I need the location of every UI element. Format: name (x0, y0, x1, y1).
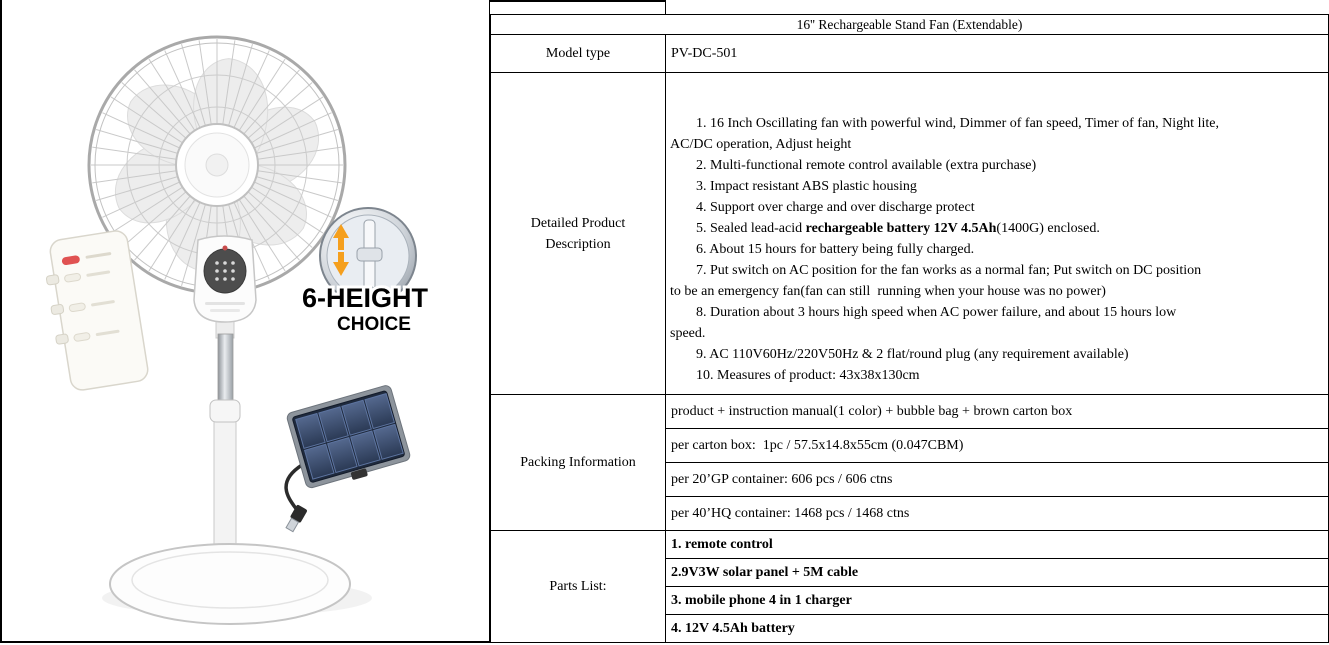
description-line: 2. Multi-functional remote control available (extra purchase) (696, 158, 1037, 173)
parts-row-value: 4. 12V 4.5Ah battery (671, 620, 795, 636)
parts-values (666, 531, 1328, 642)
packing-row-value: per carton box: 1pc / 57.5x14.8x55cm (0.047CBM) (666, 429, 1328, 463)
badge-text-line1: 6-HEIGHT (301, 283, 429, 313)
model-type-label: Model type (491, 35, 666, 72)
packing-label: Packing Information (491, 395, 666, 530)
description-line: AC/DC operation, Adjust height (670, 137, 852, 152)
description-line: speed. (670, 326, 706, 341)
packing-row-value: per 20’GP container: 606 pcs / 606 ctns (666, 463, 1328, 497)
description-label: Detailed Product Description (491, 73, 666, 394)
parts-row-value: 2.9V3W solar panel + 5M cable (666, 559, 1328, 587)
spec-table (490, 14, 1329, 643)
control-buttons-icon (215, 261, 235, 281)
solar-cable (286, 465, 302, 510)
product-image-cell (0, 0, 490, 643)
description-line: 1. 16 Inch Oscillating fan with powerful wind, Dimmer of fan speed, Timer of fan, Night lite, (696, 116, 1219, 131)
parts-label: Parts List: (491, 531, 666, 642)
fan-control-body (194, 236, 256, 322)
parts-row-value: 1. remote control (666, 531, 1328, 559)
indicator-light-icon (223, 246, 228, 251)
product-title: 16'' Rechargeable Stand Fan (Extendable) (796, 16, 1023, 32)
description-line: 8. Duration about 3 hours high speed when AC power failure, and about 15 hours low (696, 305, 1177, 320)
description-line: 10. Measures of product: 43x38x130cm (696, 368, 920, 383)
description-line: 7. Put switch on AC position for the fan works as a normal fan; Put switch on DC position (696, 263, 1202, 278)
model-type-row (491, 35, 1328, 73)
description-line: 5. Sealed lead-acid rechargeable battery 12V 4.5Ah(1400G) enclosed. (696, 221, 1100, 236)
packing-information-row (491, 395, 1328, 531)
description-line: 3. Impact resistant ABS plastic housing (696, 179, 917, 194)
fan-base (110, 544, 350, 624)
description-row (491, 73, 1328, 395)
table-title-row (491, 15, 1328, 35)
parts-list-row (491, 531, 1328, 642)
parts-row-value: 3. mobile phone 4 in 1 charger (666, 587, 1328, 615)
description-line: 9. AC 110V60Hz/220V50Hz & 2 flat/round plug (any requirement available) (696, 347, 1129, 362)
description-line: to be an emergency fan(fan can still running when your house was no power) (670, 284, 1106, 299)
description-line: 6. About 15 hours for battery being fully charged. (696, 242, 975, 257)
usb-connector-icon (284, 504, 307, 533)
packing-row-value: product + instruction manual(1 color) + bubble bag + brown carton box (666, 395, 1328, 429)
description-value (666, 73, 1328, 394)
grid-stub-line (665, 0, 666, 14)
packing-row-value: per 40’HQ container: 1468 pcs / 1468 ctns (671, 505, 910, 521)
solar-panel (286, 384, 412, 493)
product-photo (2, 0, 490, 643)
badge-text-line2: CHOICE (337, 314, 411, 335)
description-line: 4. Support over charge and over discharge protect (696, 200, 975, 215)
model-type-value: PV-DC-501 (671, 45, 738, 61)
packing-values (666, 395, 1328, 530)
